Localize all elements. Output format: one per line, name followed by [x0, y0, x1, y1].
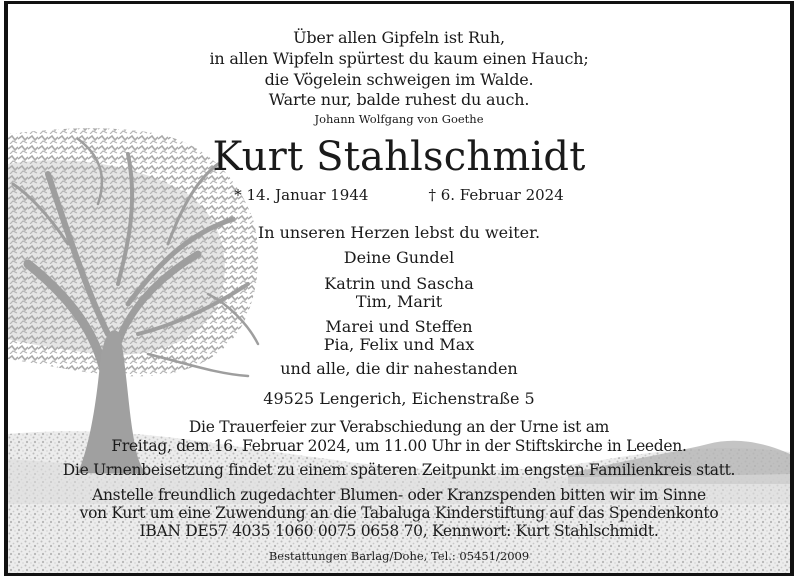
mourner-line: Katrin und Sascha	[324, 274, 474, 293]
service-line: Freitag, dem 16. Februar 2024, um 11.00 Uhr in der Stiftskirche in Leeden.	[111, 437, 687, 455]
mourner-line: Marei und Steffen	[325, 317, 473, 336]
poem-line: die Vögelein schweigen im Walde.	[264, 70, 534, 89]
mourner-line: und alle, die dir nahestanden	[280, 359, 518, 378]
birth-date: * 14. Januar 1944	[234, 186, 369, 204]
poem-line: Warte nur, balde ruhest du auch.	[268, 90, 530, 109]
donation-line: Anstelle freundlich zugedachter Blumen- oder Kranzspenden bitten wir im Sinne	[92, 486, 706, 504]
donation-line: von Kurt um eine Zuwendung an die Tabaluga Kinderstiftung auf das Spendenkonto	[79, 504, 719, 522]
donation-line: IBAN DE57 4035 1060 0075 0658 70, Kennwort: Kurt Stahlschmidt.	[139, 522, 659, 540]
service-line: Die Trauerfeier zur Verabschiedung an der Urne ist am	[188, 418, 610, 436]
mourner-line: Tim, Marit	[355, 292, 443, 311]
deceased-name: Kurt Stahlschmidt	[212, 134, 586, 180]
address: 49525 Lengerich, Eichenstraße 5	[263, 389, 535, 408]
poem-line: Über allen Gipfeln ist Ruh,	[293, 28, 505, 47]
mourner-line: Pia, Felix und Max	[323, 335, 475, 354]
life-dates	[8, 186, 790, 204]
undertaker-info: Bestattungen Barlag/Dohe, Tel.: 05451/2009	[268, 549, 530, 563]
poem-line: in allen Wipfeln spürtest du kaum einen Hauch;	[209, 49, 589, 68]
mourner-line: Deine Gundel	[343, 248, 455, 267]
burial-note: Die Urnenbeisetzung findet zu einem späteren Zeitpunkt im engsten Familienkreis statt.	[62, 461, 736, 479]
poem-author: Johann Wolfgang von Goethe	[314, 112, 484, 126]
death-date: † 6. Februar 2024	[428, 186, 564, 204]
obituary-notice	[4, 1, 794, 576]
mourners-intro: In unseren Herzen lebst du weiter.	[257, 223, 541, 242]
notice-text	[8, 4, 790, 573]
